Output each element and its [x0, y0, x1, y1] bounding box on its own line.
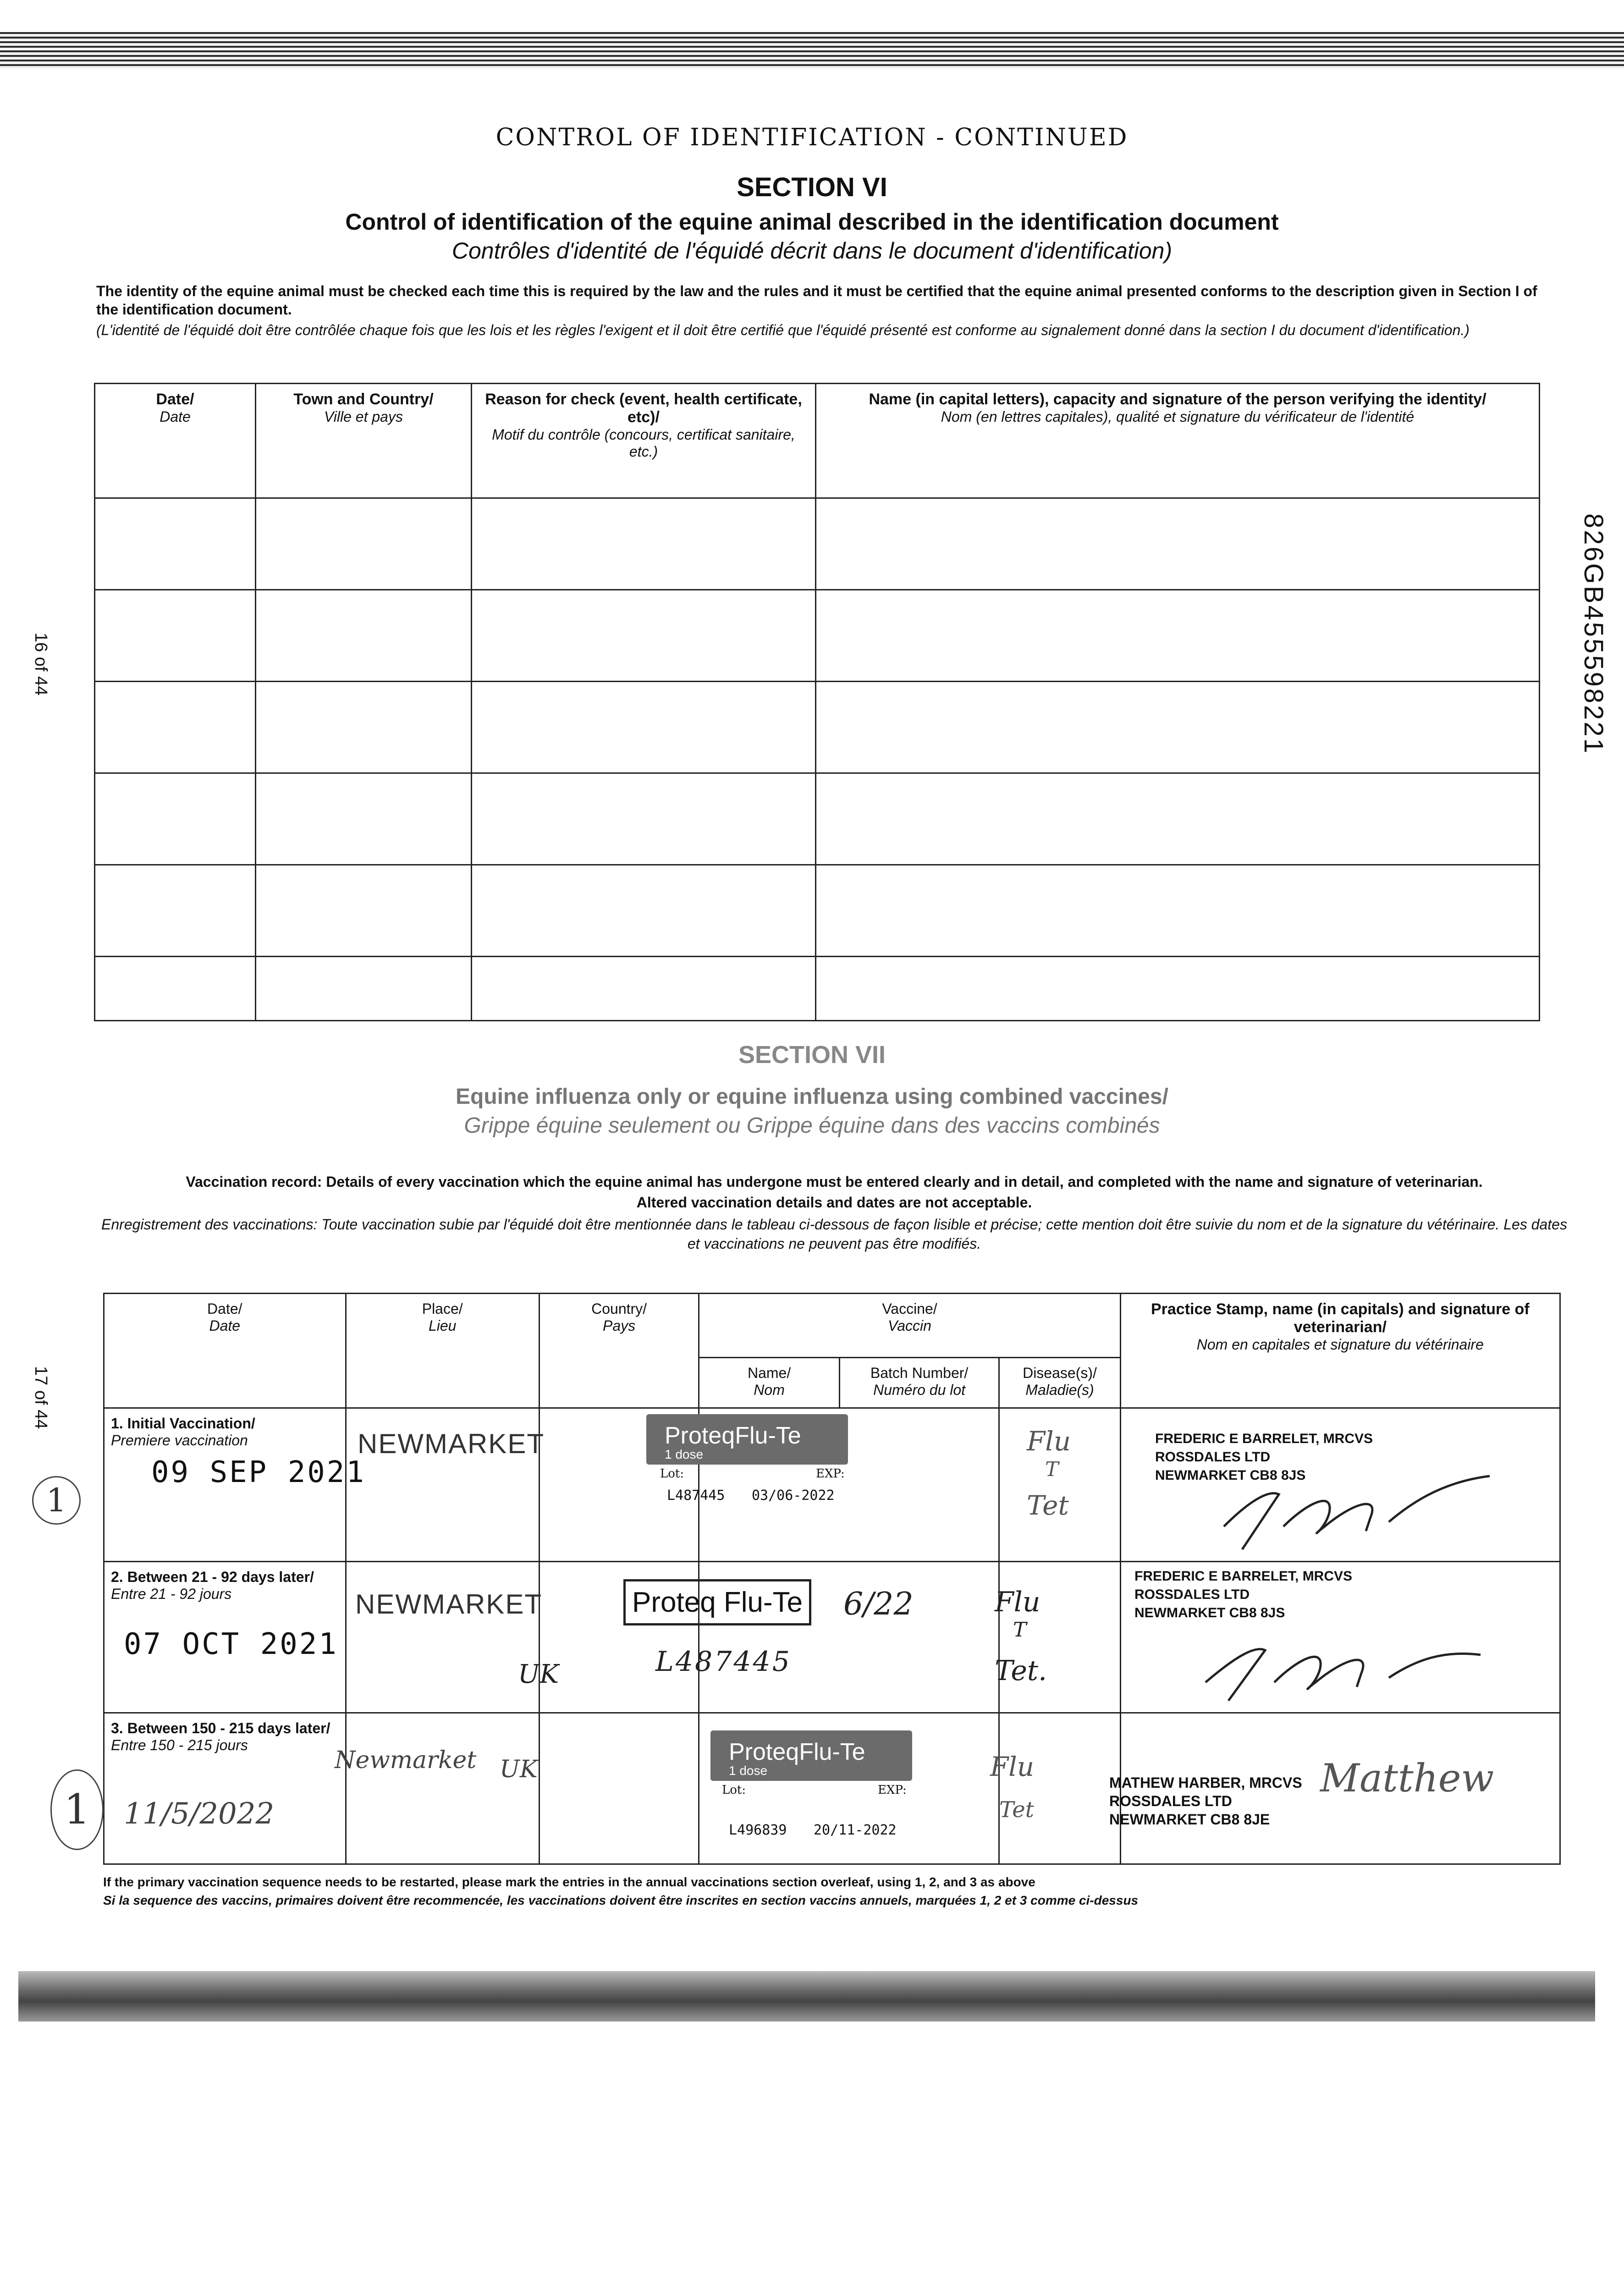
row2-vet-2: ROSSDALES LTD	[1134, 1587, 1250, 1602]
row1-vaccine-brand: Proteq	[665, 1422, 735, 1449]
row3-date: 11/5/2022	[124, 1797, 275, 1831]
section6-subtitle-fr: Contrôles d'identité de l'équidé décrit dans le document d'identification)	[451, 238, 1173, 264]
col-date: Date/ Date	[95, 384, 256, 498]
section6-intro-fr: (L'identité de l'équidé doit être contrôlée chaque fois que les lois et les règles l'exigent et il doit être certifié que l'équidé présenté est conforme au signalement donné dans la section I du document d'identification.)	[96, 322, 1470, 338]
scan-top-band	[0, 32, 1624, 69]
row3-vet-3: NEWMARKET CB8 8JE	[1109, 1811, 1270, 1828]
side-page-number-17: 17 of 44	[31, 1366, 50, 1429]
vcol-date: Date/ Date	[104, 1294, 346, 1408]
row3-vaccine-dose: 1 dose	[729, 1763, 768, 1778]
section6-subtitle-en: Control of identification of the equine animal described in the identification document	[345, 209, 1279, 235]
row2-signature	[1196, 1632, 1490, 1705]
vcol-disease: Disease(s)/ Maladie(s)	[999, 1358, 1120, 1408]
row3-vaccine-brand2: Flu-Te	[799, 1739, 865, 1765]
row3-exp-label: EXP:	[878, 1783, 907, 1797]
col-town-country: Town and Country/ Ville et pays	[256, 384, 472, 498]
row1-vet-1: FREDERIC E BARRELET, MRCVS	[1155, 1431, 1373, 1446]
section7-subtitle-en: Equine influenza only or equine influenza using combined vaccines/	[456, 1085, 1168, 1109]
identity-check-table	[94, 383, 1540, 1021]
row3-margin-mark: 1	[50, 1769, 104, 1850]
table-row[interactable]	[95, 773, 1540, 865]
row1-vet-3: NEWMARKET CB8 8JS	[1155, 1468, 1306, 1483]
vcol-name: Name/ Nom	[699, 1358, 839, 1408]
vcol-vaccine: Vaccine/ Vaccin	[699, 1294, 1120, 1358]
row3-exp: 20/11-2022	[814, 1822, 897, 1838]
section7-footer-en: If the primary vaccination sequence needs to be restarted, please mark the entries in the annual vaccinations section overleaf, using 1, 2, and 3 as above	[103, 1875, 1035, 1889]
row2-place: NEWMARKET	[355, 1589, 542, 1620]
table-row[interactable]: 1. Initial Vaccination/ Premiere vaccination	[104, 1408, 1560, 1562]
row3-country: UK	[500, 1756, 538, 1783]
scan-bottom-band	[18, 1971, 1595, 2022]
row1-signature	[1215, 1471, 1499, 1554]
row1-disease-1: Flu	[1027, 1426, 1071, 1457]
table-row[interactable]	[95, 498, 1540, 590]
row2-exp-hand: 6/22	[843, 1586, 914, 1622]
row1-lot: L487445	[667, 1488, 725, 1504]
row1-disease-3: Tet	[1027, 1490, 1069, 1521]
row1-disease-2: T	[1045, 1458, 1059, 1481]
row3-vet-2: ROSSDALES LTD	[1109, 1793, 1232, 1809]
table-row[interactable]	[95, 682, 1540, 773]
row1-vaccine-dose: 1 dose	[665, 1447, 704, 1461]
section7-footer-fr: Si la sequence des vaccins, primaires doivent être recommencée, les vaccinations doivent être inscrites en section vaccins annuels, marquées 1, 2 et 3 comme ci-dessus	[103, 1893, 1139, 1907]
row1-vaccine-brand2: Flu-Te	[735, 1422, 801, 1449]
row3-vet-1: MATHEW HARBER, MRCVS	[1109, 1774, 1302, 1791]
table-row[interactable]	[95, 957, 1540, 1021]
row3-disease-2: Tet	[999, 1797, 1034, 1823]
row2-date: 07 OCT 2021	[124, 1627, 338, 1661]
row1-vaccine-label	[646, 1414, 848, 1465]
page-heading: CONTROL OF IDENTIFICATION - CONTINUED	[495, 124, 1129, 151]
row2-vet-3: NEWMARKET CB8 8JS	[1134, 1605, 1285, 1620]
row1-date: 09 SEP 2021	[151, 1455, 366, 1489]
row3-place: Newmarket	[335, 1747, 477, 1774]
section7-intro-fr: Enregistrement des vaccinations: Toute vaccination subie par l'équidé doit être mentionnée dans le tableau ci-dessous de façon lisible et précise; cette mention doit être suivie du nom et de la signature du vétérinaire. Les dates et vaccinations ne peuvent pas être modifiés.	[101, 1216, 1567, 1252]
side-id-code: 826GB455598221	[1579, 513, 1608, 755]
row2-lot-hand: L487445	[655, 1646, 792, 1678]
col-verifier: Name (in capital letters), capacity and signature of the person verifying the identity/ Nom (en lettres capitales), qualité et signature du vérificateur de l'identité	[816, 384, 1540, 498]
table-row[interactable]	[95, 590, 1540, 682]
section7-subtitle-fr: Grippe équine seulement ou Grippe équine dans des vaccins combinés	[464, 1113, 1160, 1138]
row1-margin-mark: 1	[32, 1476, 81, 1525]
vcol-practice-stamp: Practice Stamp, name (in capitals) and signature of veterinarian/ Nom en capitales et signature du vétérinaire	[1120, 1294, 1560, 1408]
row3-lot-label: Lot:	[722, 1783, 746, 1797]
vcol-batch: Batch Number/ Numéro du lot	[839, 1358, 999, 1408]
row1-place: NEWMARKET	[358, 1428, 545, 1459]
row1-vet-2: ROSSDALES LTD	[1155, 1449, 1271, 1465]
section6-title: SECTION VI	[737, 172, 887, 202]
row3-vaccine-brand: Proteq	[729, 1739, 799, 1765]
row2-disease-2: T	[1013, 1618, 1027, 1642]
row2-country: UK	[518, 1659, 559, 1689]
row1-exp-label: EXP:	[816, 1467, 845, 1481]
row3-vaccine-label	[710, 1730, 912, 1781]
row2-vet-1: FREDERIC E BARRELET, MRCVS	[1134, 1569, 1353, 1584]
row1-exp: 03/06-2022	[752, 1488, 835, 1504]
vcol-place: Place/ Lieu	[346, 1294, 539, 1408]
section7-intro-en-2: Altered vaccination details and dates are not acceptable.	[636, 1194, 1032, 1211]
section7-intro-en-1: Vaccination record: Details of every vaccination which the equine animal has undergone must be entered clearly and in detail, and completed with the name and signature of veterinarian.	[186, 1174, 1483, 1190]
table-row[interactable]: 2. Between 21 - 92 days later/ Entre 21 - 92 jours	[104, 1562, 1560, 1713]
vcol-country: Country/ Pays	[539, 1294, 699, 1408]
table-row[interactable]: 3. Between 150 - 215 days later/ Entre 150 - 215 jours	[104, 1713, 1560, 1864]
row3-lot: L496839	[729, 1822, 787, 1838]
section7-title: SECTION VII	[738, 1041, 886, 1069]
row3-disease-1: Flu	[990, 1751, 1035, 1782]
col-reason: Reason for check (event, health certificate, etc)/ Motif du contrôle (concours, certificat sanitaire, etc.)	[472, 384, 816, 498]
table-row[interactable]	[95, 865, 1540, 957]
row2-disease-1: Flu	[995, 1586, 1040, 1618]
row2-vaccine-stamp: Proteq Flu-Te	[623, 1579, 811, 1625]
row2-disease-3: Tet.	[995, 1655, 1047, 1687]
row3-signature: Matthew	[1320, 1756, 1494, 1801]
side-page-number-16: 16 of 44	[31, 633, 50, 696]
row1-lot-label: Lot:	[660, 1467, 684, 1481]
section6-intro-en: The identity of the equine animal must be checked each time this is required by the law and the rules and it must be certified that the equine animal presented conforms to the description given in Section I of the identification document.	[96, 283, 1537, 318]
